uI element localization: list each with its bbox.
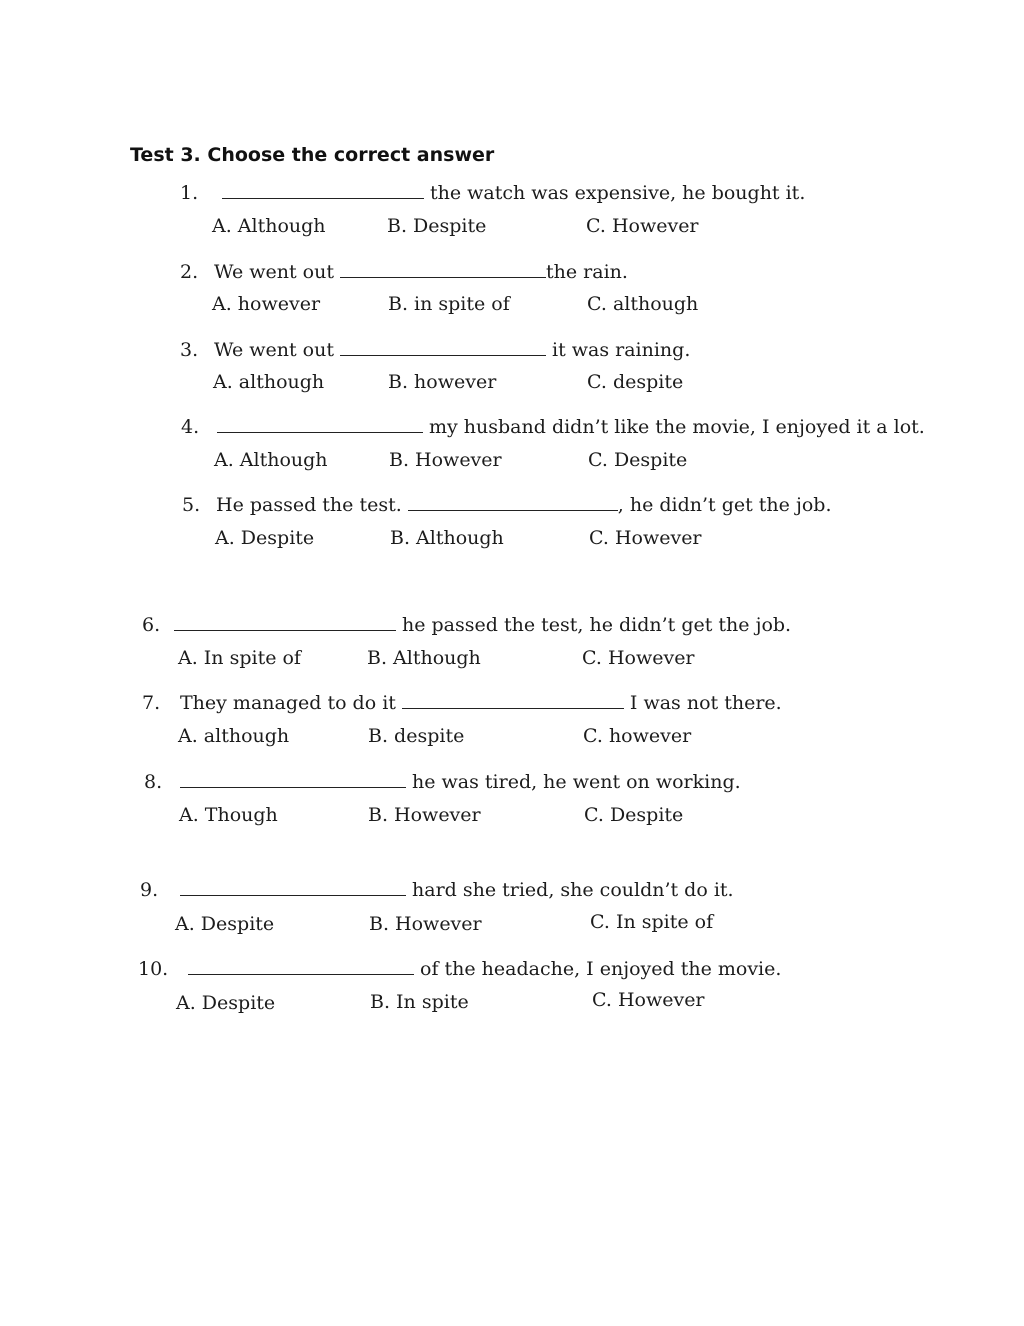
question-text-before: He passed the test. bbox=[216, 494, 402, 516]
question-text-before: We went out bbox=[214, 261, 334, 283]
answer-blank[interactable] bbox=[217, 414, 423, 433]
question-text-before: We went out bbox=[214, 339, 334, 361]
option-c[interactable]: C. Despite bbox=[588, 449, 688, 471]
question-text-after: I was not there. bbox=[629, 692, 782, 714]
question-text-after: he was tired, he went on working. bbox=[412, 771, 741, 793]
question-2 bbox=[180, 259, 628, 283]
question-text-after: , he didn’t get the job. bbox=[617, 494, 832, 516]
question-10 bbox=[138, 956, 781, 980]
option-c[interactable]: C. although bbox=[587, 293, 699, 315]
question-8 bbox=[144, 769, 741, 793]
answer-blank[interactable] bbox=[174, 612, 396, 631]
option-b[interactable]: B. In spite bbox=[370, 991, 469, 1013]
answer-blank[interactable] bbox=[402, 690, 624, 709]
question-number: 3. bbox=[180, 339, 199, 361]
option-c[interactable]: C. However bbox=[582, 647, 695, 669]
option-c[interactable]: C. however bbox=[583, 725, 692, 747]
option-b[interactable]: B. However bbox=[368, 804, 481, 826]
question-text-after: hard she tried, she couldn’t do it. bbox=[412, 879, 734, 901]
option-b[interactable]: B. Although bbox=[367, 647, 481, 669]
page-title: Test 3. Choose the correct answer bbox=[130, 144, 495, 166]
option-a[interactable]: A. Although bbox=[214, 449, 328, 471]
answer-blank[interactable] bbox=[408, 492, 618, 511]
option-a[interactable]: A. however bbox=[212, 293, 321, 315]
question-number: 10. bbox=[138, 958, 169, 980]
option-c[interactable]: C. despite bbox=[587, 371, 684, 393]
question-7 bbox=[142, 690, 782, 714]
question-number: 5. bbox=[182, 494, 201, 516]
option-b[interactable]: B. Although bbox=[390, 527, 504, 549]
option-b[interactable]: B. However bbox=[369, 913, 482, 935]
question-6 bbox=[142, 612, 791, 636]
question-9 bbox=[140, 877, 734, 901]
option-c[interactable]: C. In spite of bbox=[590, 911, 714, 933]
question-text-after: the watch was expensive, he bought it. bbox=[430, 182, 806, 204]
answer-blank[interactable] bbox=[340, 259, 546, 278]
answer-blank[interactable] bbox=[222, 180, 424, 199]
question-text-before: They managed to do it bbox=[180, 692, 396, 714]
option-b[interactable]: B. however bbox=[388, 371, 497, 393]
question-4 bbox=[181, 414, 925, 438]
option-a[interactable]: A. although bbox=[178, 725, 290, 747]
option-b[interactable]: B. despite bbox=[368, 725, 465, 747]
answer-blank[interactable] bbox=[340, 337, 546, 356]
question-number: 8. bbox=[144, 771, 163, 793]
option-c[interactable]: C. Despite bbox=[584, 804, 684, 826]
question-text-after: the rain. bbox=[546, 261, 628, 283]
option-a[interactable]: A. although bbox=[213, 371, 325, 393]
answer-blank[interactable] bbox=[180, 877, 406, 896]
option-a[interactable]: A. Although bbox=[212, 215, 326, 237]
option-b[interactable]: B. However bbox=[389, 449, 502, 471]
option-c[interactable]: C. However bbox=[589, 527, 702, 549]
question-text-after: it was raining. bbox=[552, 339, 691, 361]
option-a[interactable]: A. Though bbox=[179, 804, 278, 826]
option-a[interactable]: A. In spite of bbox=[178, 647, 301, 669]
question-1 bbox=[180, 180, 805, 204]
option-c[interactable]: C. However bbox=[592, 989, 705, 1011]
option-a[interactable]: A. Despite bbox=[176, 992, 276, 1014]
question-text-after: of the headache, I enjoyed the movie. bbox=[420, 958, 782, 980]
question-number: 7. bbox=[142, 692, 161, 714]
answer-blank[interactable] bbox=[180, 769, 406, 788]
answer-blank[interactable] bbox=[188, 956, 414, 975]
question-number: 1. bbox=[180, 182, 199, 204]
question-3 bbox=[180, 337, 690, 361]
option-c[interactable]: C. However bbox=[586, 215, 699, 237]
question-text-after: my husband didn’t like the movie, I enjoyed it a lot. bbox=[429, 416, 925, 438]
option-b[interactable]: B. Despite bbox=[387, 215, 487, 237]
option-a[interactable]: A. Despite bbox=[175, 913, 275, 935]
option-b[interactable]: B. in spite of bbox=[388, 293, 510, 315]
question-number: 2. bbox=[180, 261, 199, 283]
option-a[interactable]: A. Despite bbox=[215, 527, 315, 549]
question-5 bbox=[182, 492, 832, 516]
question-number: 6. bbox=[142, 614, 161, 636]
question-text-after: he passed the test, he didn’t get the job. bbox=[402, 614, 792, 636]
question-number: 4. bbox=[181, 416, 200, 438]
question-number: 9. bbox=[140, 879, 159, 901]
